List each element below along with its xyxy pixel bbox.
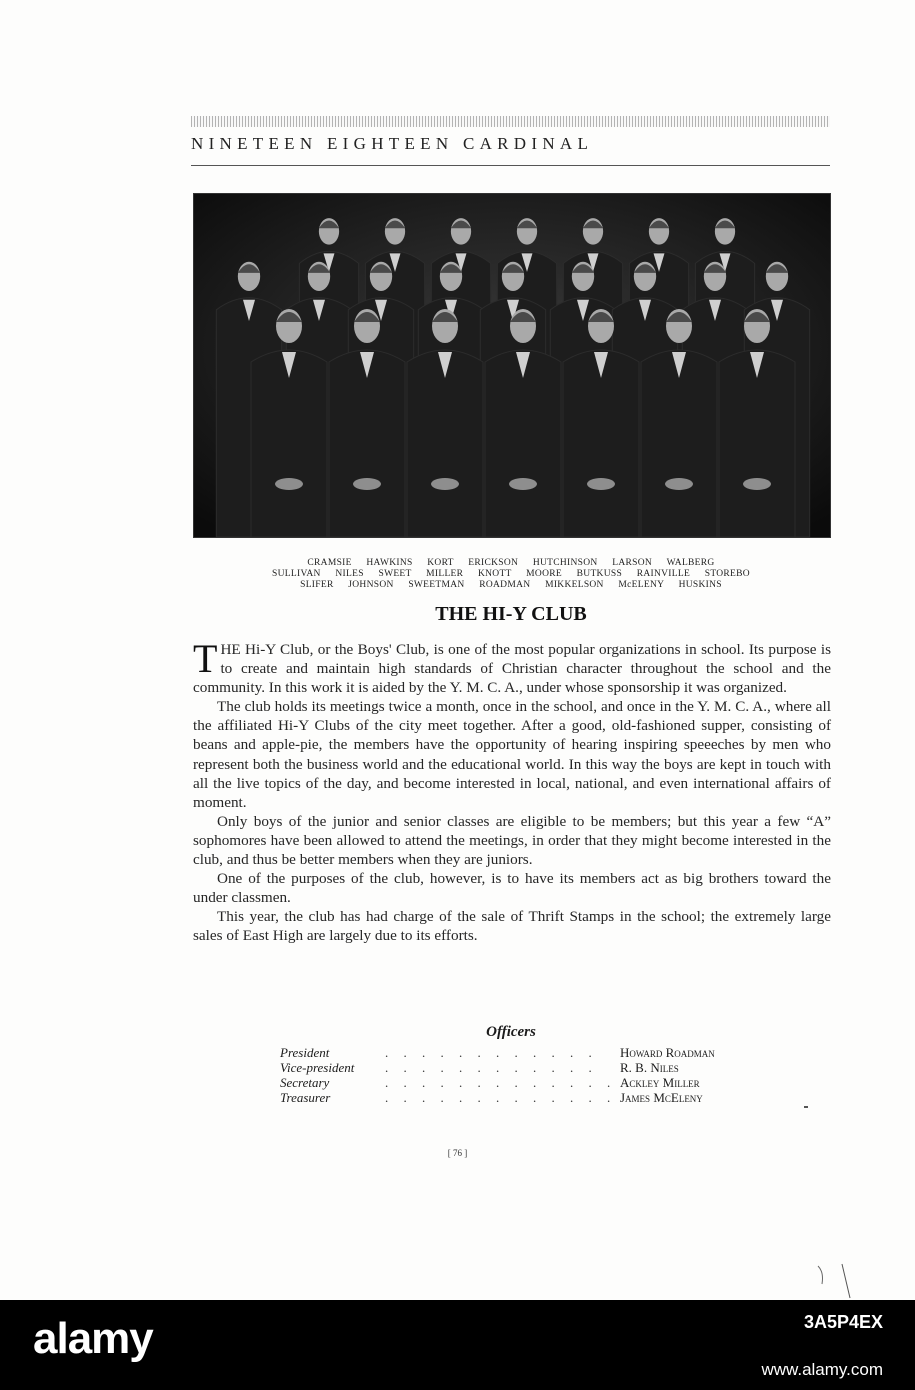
officer-leader-dots: . . . . . . . . . . . . . bbox=[385, 1090, 617, 1105]
officers-heading: Officers bbox=[486, 1024, 536, 1040]
article-paragraph: One of the purposes of the club, however, is to have its members act as big brothers toward the under classmen. bbox=[193, 870, 831, 907]
corner-crop-marks bbox=[800, 1262, 860, 1302]
club-member-hands bbox=[275, 478, 303, 490]
officer-leader-dots: . . . . . . . . . . . . . bbox=[385, 1075, 617, 1090]
officer-row-treasurer bbox=[280, 1090, 750, 1105]
caption-row-middle: SULLIVAN NILES SWEET MILLER KNOTT MOORE BUTKUSS RAINVILLE STOREBO bbox=[272, 569, 750, 579]
article-paragraph: THE Hi-Y Club, or the Boys' Club, is one of the most popular organizations in school. Its purpose is to create and maintain high standards of Christian character throughout the school and the community. In this work it is aided by the Y. M. C. A., under whose sponsorship it was organized. bbox=[193, 636, 831, 697]
article-body bbox=[193, 636, 831, 946]
club-member-hands bbox=[353, 478, 381, 490]
club-member-hands bbox=[587, 478, 615, 490]
club-member-hands bbox=[743, 478, 771, 490]
officer-name: James McEleny bbox=[620, 1090, 703, 1105]
officer-leader-dots: . . . . . . . . . . . . bbox=[385, 1045, 598, 1060]
club-member-hands bbox=[665, 478, 693, 490]
watermark-logo: alamy bbox=[33, 1314, 153, 1363]
article-title: THE HI-Y CLUB bbox=[435, 603, 587, 625]
officer-role: President bbox=[280, 1045, 330, 1060]
article-paragraph: This year, the club has had charge of the sale of Thrift Stamps in the school; the extremely large sales of East High are largely due to its efforts. bbox=[193, 908, 831, 945]
article-paragraph: The club holds its meetings twice a month, once in the school, and once in the Y. M. C. A., where all the affiliated Hi-Y Clubs of the city meet together. After a good, old-fashioned supper, consisting of beans and apple-pie, the members have the opportunity of hearing inspiring speeeches by men who represent both the business world and the educational world. In this way the boys are kept in touch with all the live topics of the day, and become interested in local, national, and even international affairs of moment. bbox=[193, 698, 831, 811]
stock-watermark-bar bbox=[0, 1300, 915, 1390]
article-paragraph: Only boys of the junior and senior classes are eligible to be members; but this year a few “A” sophomores have been allowed to attend the meetings, in order that they might become interested in the club, and thus be better members when they are juniors. bbox=[193, 812, 831, 869]
officer-role: Vice-president bbox=[280, 1060, 355, 1075]
officer-row-secretary bbox=[280, 1075, 750, 1090]
officer-name: R. B. Niles bbox=[620, 1060, 679, 1075]
page-header-title: NINETEEN EIGHTEEN CARDINAL bbox=[191, 134, 594, 153]
club-member-hands bbox=[509, 478, 537, 490]
officer-row-president bbox=[280, 1045, 750, 1060]
watermark-image-code: 3A5P4EX bbox=[803, 1312, 883, 1332]
officers-list bbox=[280, 1045, 750, 1105]
header-rule bbox=[191, 165, 830, 166]
caption-row-back: CRAMSIE HAWKINS KORT ERICKSON HUTCHINSON LARSON WALBERG bbox=[307, 558, 715, 568]
officer-name: Howard Roadman bbox=[620, 1045, 715, 1060]
officer-row-vice-president bbox=[280, 1060, 750, 1075]
watermark-url: www.alamy.com bbox=[761, 1360, 883, 1379]
caption-row-front: SLIFER JOHNSON SWEETMAN ROADMAN MIKKELSON McELENY HUSKINS bbox=[300, 580, 722, 590]
officer-role: Secretary bbox=[280, 1075, 330, 1090]
group-photo-illustration bbox=[194, 194, 830, 537]
page-number: [ 76 ] bbox=[447, 1148, 468, 1158]
officer-name: Ackley Miller bbox=[620, 1075, 700, 1090]
header-ornament-band bbox=[191, 116, 830, 127]
officer-role: Treasurer bbox=[280, 1090, 331, 1105]
club-member-hands bbox=[431, 478, 459, 490]
print-mark bbox=[804, 1106, 808, 1108]
drop-cap: T bbox=[193, 636, 218, 681]
officer-leader-dots: . . . . . . . . . . . . bbox=[385, 1060, 598, 1075]
photo-caption-names bbox=[193, 558, 829, 591]
club-group-photo bbox=[193, 193, 831, 538]
